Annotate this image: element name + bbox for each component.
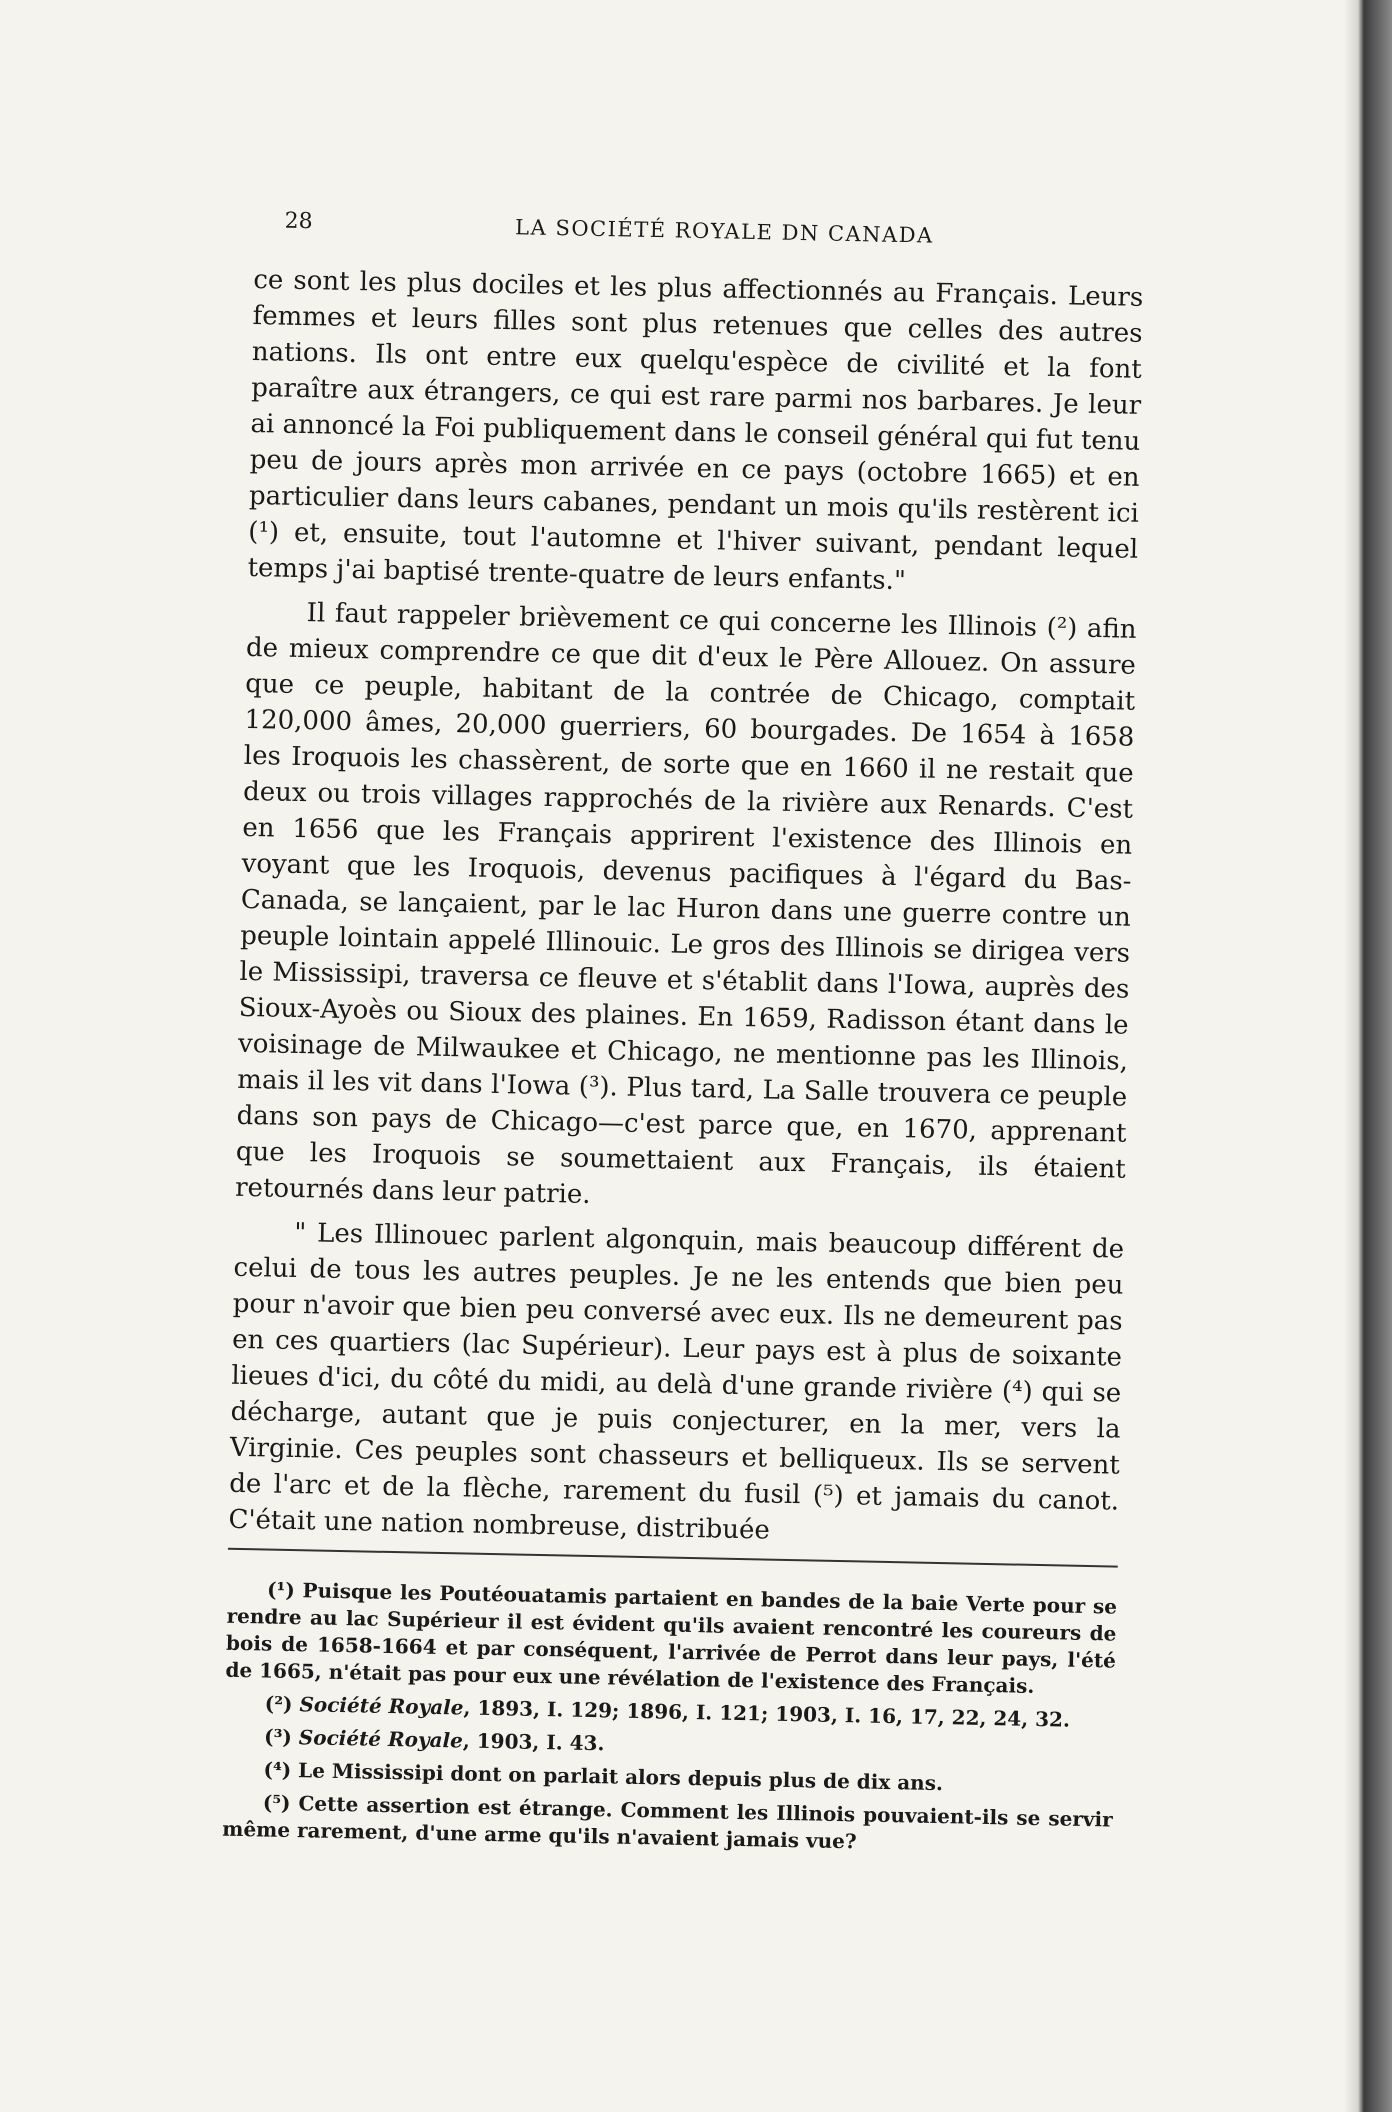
running-head	[254, 200, 1145, 258]
paragraph-2: Il faut rappeler brièvement ce qui concerne les Illinois (²) afin de mieux comprendre ce que dit d'eux le Père Allouez. On assure que ce peuple, habitant de la contrée de Chicago, comptait 120,000 âmes, 20,000 guerriers, 60 bourgades. De 1654 à 1658 les Iroquois les chassèrent, de sorte que en 1660 il ne restait que deux ou trois villages rapprochés de la rivière aux Renards. C'est en 1656 que les Français apprirent l'existence des Illinois en voyant que les Iroquois, devenus pacifiques à l'égard du Bas-Canada, se lançaient, par le lac Huron dans une guerre contre un peuple lointain appelé Illinouic. Le gros des Illinois se dirigea vers le Mississipi, traversa ce fleuve et s'établit dans l'Iowa, auprès des Sioux-Ayoès ou Sioux des plaines. En 1659, Radisson étant dans le voisinage de Milwaukee et Chicago, ne mentionne pas les Illinois, mais il les vit dans l'Iowa (³). Plus tard, La Salle trouvera ce peuple dans son pays de Chicago—c'est parce que, en 1670, apprenant que les Iroquois se soumettaient aux Français, ils étaient retournés dans leur patrie.	[234, 598, 1137, 1210]
scan-shadow	[1344, 0, 1358, 2112]
book-page	[222, 200, 1145, 1867]
footnote-source: Société Royale	[299, 1692, 464, 1720]
footnote-marker: (¹)	[266, 1577, 296, 1603]
footnote-marker: (⁴)	[263, 1757, 292, 1783]
footnote-marker: (³)	[263, 1724, 293, 1750]
footnote-text: Le Mississipi dont on parlait alors depuis plus de dix ans.	[297, 1758, 944, 1796]
paragraph-1: ce sont les plus dociles et les plus affectionnés au Français. Leurs femmes et leurs filles sont plus retenues que celles des autres nations. Ils ont entre eux quelqu'espèce de civilité et la font paraître aux étrangers, ce qui est rare parmi nos barbares. Je leur ai annoncé la Foi publiquement dans le conseil général qui fut tenu peu de jours après mon arrivée en ce pays (octobre 1665) et en particulier dans leurs cabanes, pendant un mois qu'ils restèrent ici (¹) et, ensuite, tout l'automne et l'hiver suivant, pendant lequel temps j'ai baptisé trente-quatre de leurs enfants."	[247, 264, 1144, 597]
footnote-5	[222, 1789, 1113, 1861]
footnote-marker: (⁵)	[262, 1790, 291, 1816]
footnote-text: Puisque les Poutéouatamis partaient en bandes de la baie Verte pour se rendre au lac Supérieur il est évident qu'ils avaient rencontré les coureurs de bois de 1658-1664 et par conséquent, l'arrivée de Perrot dans leur pays, l'été de 1665, n'était pas pour eux une révélation de l'existence des Français.	[225, 1578, 1118, 1698]
footnote-text: , 1903, I. 43.	[462, 1728, 605, 1756]
footnotes	[222, 1576, 1117, 1861]
body-text	[228, 262, 1143, 1556]
scan-border	[1358, 0, 1392, 2112]
footnote-text: , 1893, I. 129; 1896, I. 121; 1903, I. 16, 17, 22, 24, 32.	[463, 1695, 1071, 1732]
running-title: LA SOCIÉTÉ ROYALE DN CANADA	[514, 215, 934, 248]
page-number: 28	[284, 208, 313, 235]
footnote-source: Société Royale	[298, 1725, 464, 1753]
footnote-1	[225, 1576, 1117, 1702]
paragraph-3: " Les Illinouec parlent algonquin, mais beaucoup différent de celui de tous les autres peuples. Je ne les entends que bien peu pour n'avoir que bien peu conversé avec eux. Ils ne demeurent pas en ces quartiers (lac Supérieur). Leur pays est à plus de soixante lieues d'ici, du côté du midi, au delà d'une grande rivière (⁴) qui se décharge, autant que je puis conjecturer, en la mer, vers la Virginie. Ces peuples sont chasseurs et belliqueux. Ils se servent de l'arc et de la flèche, rarement du fusil (⁵) et jamais du canot. C'était une nation nombreuse, distribuée	[228, 1217, 1125, 1546]
footnote-marker: (²)	[264, 1691, 293, 1717]
footnote-text: Cette assertion est étrange. Comment les Illinois pouvaient-ils se servir même rarement, d'une arme qu'ils n'avaient jamais vue?	[222, 1791, 1113, 1854]
